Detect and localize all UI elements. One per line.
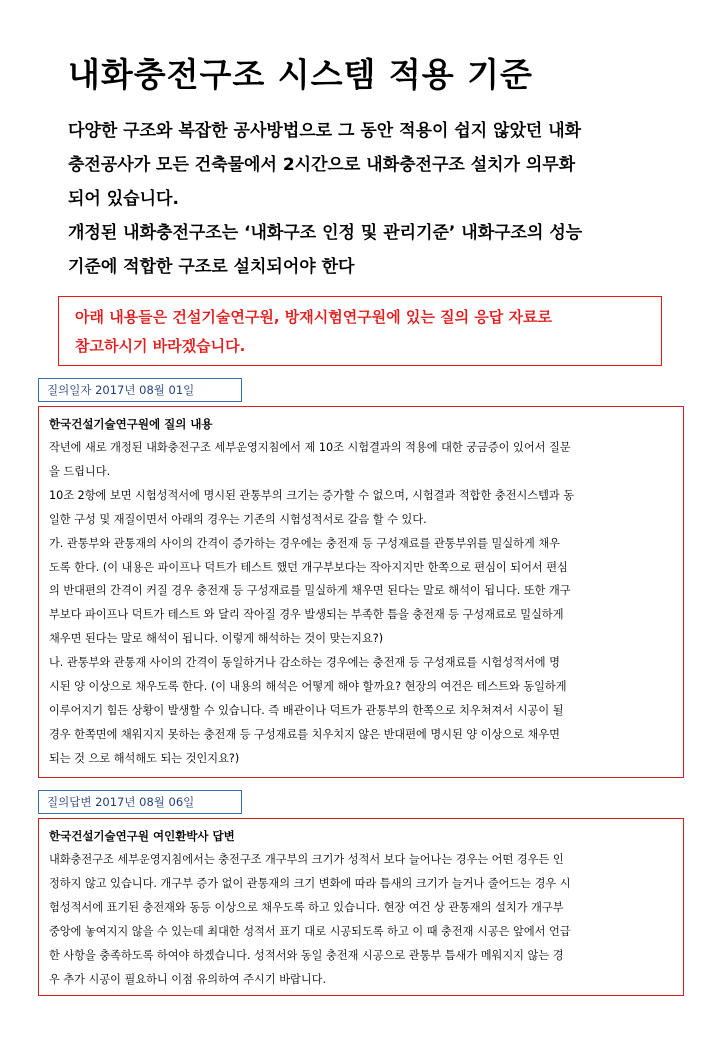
question-line: 시된 양 이상으로 채우도록 한다. (이 내용의 해석은 어떻게 해야 할까요? 현장의 여건은 테스트와 동일하게	[49, 680, 567, 694]
answer-box	[38, 818, 684, 996]
intro-line: 개정된 내화충전구조는 ‘내화구조 인정 및 관리기준’ 내화구조의 성능	[68, 223, 583, 243]
question-line: 되는 것 으로 해석해도 되는 것인지요?)	[49, 751, 240, 765]
answer-line: 험성적서에 표기된 충전재와 동등 이상으로 채우도록 하고 있습니다. 현장 여건 상 관통재의 설치가 개구부	[49, 900, 564, 914]
question-line: 을 드립니다.	[49, 464, 111, 478]
question-line: 가. 관통부와 관통재의 사이의 간격이 증가하는 경우에는 충전재 등 구성재료를 관통부위를 밀실하게 채우	[49, 536, 560, 550]
notice-line: 참고하시기 바라겠습니다.	[75, 337, 246, 355]
answer-line: 중앙에 놓여지지 않을 수 있는데 최대한 성적서 표기 대로 시공되도록 하고 이 때 충전재 시공은 앞에서 언급	[49, 924, 571, 938]
intro-line: 다양한 구조와 복잡한 공사방법으로 그 동안 적용이 쉽지 않았던 내화	[68, 121, 582, 141]
question-line: 일한 구성 및 재질이면서 아래의 경우는 기존의 시험성적서로 갈음 할 수 있다.	[49, 512, 427, 526]
question-date-tag: 질의일자 2017년 08월 01일	[38, 378, 242, 402]
intro-line: 기준에 적합한 구조로 설치되어야 한다	[68, 257, 355, 277]
question-line: 10조 2항에 보면 시험성적서에 명시된 관통부의 크기는 증가할 수 없으며, 시험결과 적합한 충전시스템과 동	[49, 488, 575, 502]
question-box	[38, 406, 684, 778]
answer-line: 내화충전구조 세부운영지침에서는 충전구조 개구부의 크기가 성적서 보다 늘어나는 경우는 어떤 경우든 인	[49, 853, 564, 866]
answer-heading: 한국건설기술연구원 여인환박사 답변	[49, 829, 235, 843]
intro-paragraph	[68, 114, 688, 284]
notice-line: 아래 내용들은 건설기술연구원, 방재시험연구원에 있는 질의 응답 자료로	[75, 308, 552, 326]
answer-line: 정하지 않고 있습니다. 개구부 증가 없이 관통재의 크기 변화에 따라 틈새의 크기가 늘거나 줄어드는 경우 시	[49, 876, 571, 890]
page-title: 내화충전구조 시스템 적용 기준	[68, 55, 533, 94]
question-line: 나. 관통부와 관통재 사이의 간격이 동일하거나 감소하는 경우에는 충전재 등 구성재료를 시험성적서에 명	[49, 656, 560, 670]
question-line: 채우면 된다는 말로 해석이 됩니다. 이렇게 해석하는 것이 맞는지요?)	[49, 632, 384, 646]
answer-body	[49, 848, 675, 991]
answer-line: 우 추가 시공이 필요하니 이점 유의하여 주시기 바랍니다.	[49, 972, 327, 986]
question-line: 이루어지기 힘든 상황이 발생할 수 있습니다. 즉 배관이나 덕트가 관통부의 한쪽으로 치우쳐져서 시공이 될	[49, 703, 564, 717]
intro-line: 되어 있습니다.	[68, 189, 179, 209]
question-line: 의 반대편의 간격이 커질 경우 충전재 등 구성재료를 밀실하게 채우면 된다는 말로 해석이 됩니다. 또한 개구	[49, 584, 571, 598]
question-body	[49, 436, 675, 771]
answer-line: 한 사항을 충족하도록 하여야 하겠습니다. 성적서와 동일 충전재 시공으로 관통부 틈새가 메워지지 않는 경	[49, 948, 564, 962]
intro-line: 충전공사가 모든 건축물에서 2시간으로 내화충전구조 설치가 의무화	[68, 155, 576, 175]
question-line: 부보다 파이프나 덕트가 테스트 와 달리 작아질 경우 발생되는 부족한 틈을 충전재 등 구성재료로 밀실하게	[49, 608, 564, 622]
question-heading: 한국건설기술연구원에 질의 내용	[49, 417, 213, 431]
notice-box	[58, 296, 662, 366]
answer-date-tag: 질의답변 2017년 08월 06일	[38, 790, 242, 814]
question-line: 작년에 새로 개정된 내화충전구조 세부운영지침에서 제 10조 시험결과의 적용에 대한 궁금증이 있어서 질문	[49, 441, 571, 454]
question-line: 도록 한다. (이 내용은 파이프나 덕트가 테스트 했던 개구부보다는 작아지지만 한쪽으로 편심이 되어서 편심	[49, 560, 568, 574]
question-line: 경우 한쪽면에 채워지지 못하는 충전재 등 구성재료를 치우치지 않은 반대편에 명시된 양 이상으로 채우면	[49, 727, 560, 741]
